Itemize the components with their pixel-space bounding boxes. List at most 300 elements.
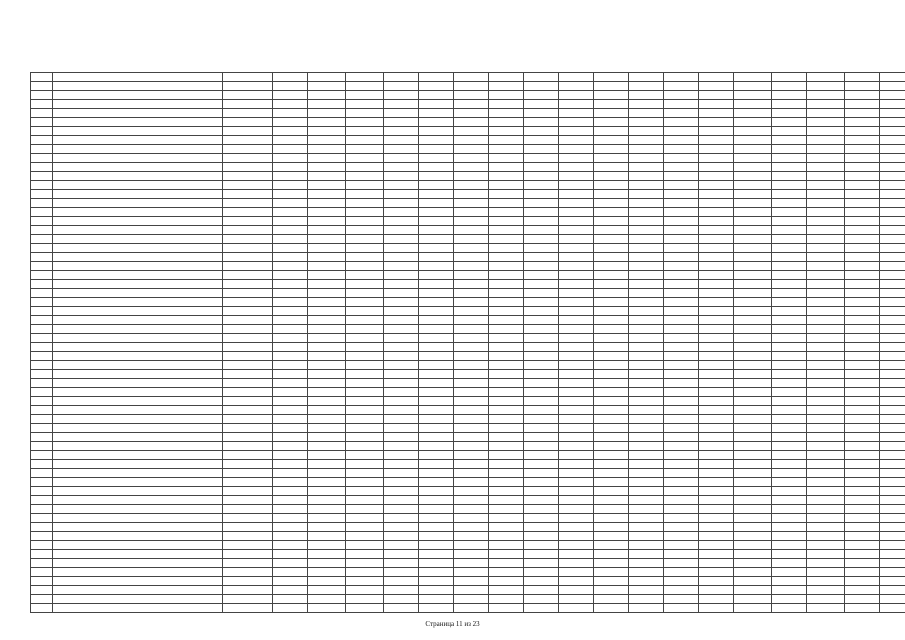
table-cell: [223, 172, 273, 181]
table-cell: [807, 253, 845, 262]
table-cell: [454, 271, 489, 280]
table-cell: [454, 199, 489, 208]
table-cell: [664, 136, 699, 145]
table-cell: [845, 568, 880, 577]
table-cell: [559, 352, 594, 361]
table-cell: [559, 595, 594, 604]
table-cell: [31, 442, 53, 451]
table-cell: [223, 307, 273, 316]
table-cell: [273, 199, 308, 208]
table-cell: [419, 523, 454, 532]
table-cell: [664, 388, 699, 397]
table-cell: [594, 190, 629, 199]
table-cell: [31, 604, 53, 613]
table-cell: [664, 298, 699, 307]
table-cell: [308, 505, 346, 514]
table-cell: [772, 505, 807, 514]
table-cell: [807, 199, 845, 208]
table-cell: [629, 370, 664, 379]
table-cell: [629, 388, 664, 397]
table-cell: [31, 586, 53, 595]
table-cell: [454, 595, 489, 604]
table-cell: [53, 280, 223, 289]
table-cell: [454, 370, 489, 379]
table-cell: [594, 172, 629, 181]
table-cell: [845, 514, 880, 523]
table-cell: [699, 415, 734, 424]
table-cell: [346, 595, 384, 604]
table-cell: [384, 442, 419, 451]
table-cell: [524, 442, 559, 451]
table-cell: [559, 226, 594, 235]
table-cell: [880, 604, 905, 613]
table-cell: [454, 280, 489, 289]
table-cell: [489, 181, 524, 190]
table-cell: [559, 415, 594, 424]
table-cell: [454, 415, 489, 424]
table-cell: [489, 505, 524, 514]
table-cell: [699, 559, 734, 568]
table-cell: [384, 172, 419, 181]
table-cell: [223, 271, 273, 280]
table-cell: [308, 460, 346, 469]
table-cell: [489, 442, 524, 451]
table-cell: [31, 226, 53, 235]
table-cell: [419, 316, 454, 325]
table-cell: [629, 190, 664, 199]
table-cell: [454, 73, 489, 82]
table-cell: [845, 145, 880, 154]
table-cell: [454, 208, 489, 217]
table-cell: [419, 172, 454, 181]
table-cell: [699, 487, 734, 496]
table-cell: [559, 253, 594, 262]
table-cell: [664, 289, 699, 298]
table-cell: [629, 217, 664, 226]
table-cell: [845, 325, 880, 334]
table-cell: [594, 343, 629, 352]
table-cell: [772, 136, 807, 145]
table-cell: [807, 190, 845, 199]
table-row: [31, 343, 905, 352]
table-cell: [594, 208, 629, 217]
table-cell: [699, 442, 734, 451]
table-cell: [807, 388, 845, 397]
table-cell: [664, 307, 699, 316]
table-cell: [880, 514, 905, 523]
table-cell: [699, 136, 734, 145]
table-cell: [384, 505, 419, 514]
table-cell: [419, 442, 454, 451]
table-cell: [223, 532, 273, 541]
table-cell: [273, 460, 308, 469]
table-cell: [807, 469, 845, 478]
table-cell: [273, 568, 308, 577]
table-cell: [419, 568, 454, 577]
table-cell: [31, 73, 53, 82]
table-cell: [664, 91, 699, 100]
table-cell: [384, 118, 419, 127]
table-cell: [31, 127, 53, 136]
table-cell: [454, 226, 489, 235]
table-cell: [880, 307, 905, 316]
table-cell: [308, 118, 346, 127]
table-cell: [845, 289, 880, 298]
table-cell: [31, 244, 53, 253]
table-cell: [594, 487, 629, 496]
table-cell: [772, 541, 807, 550]
table-cell: [53, 91, 223, 100]
table-cell: [53, 568, 223, 577]
table-cell: [807, 100, 845, 109]
table-cell: [384, 433, 419, 442]
table-cell: [880, 298, 905, 307]
table-cell: [454, 343, 489, 352]
table-cell: [559, 496, 594, 505]
table-cell: [594, 298, 629, 307]
table-cell: [454, 577, 489, 586]
table-cell: [629, 343, 664, 352]
table-cell: [489, 145, 524, 154]
table-cell: [346, 244, 384, 253]
table-cell: [273, 82, 308, 91]
table-cell: [346, 496, 384, 505]
table-cell: [629, 199, 664, 208]
table-cell: [454, 379, 489, 388]
table-cell: [524, 91, 559, 100]
table-cell: [559, 586, 594, 595]
table-cell: [559, 514, 594, 523]
table-row: [31, 73, 905, 82]
table-cell: [308, 433, 346, 442]
table-cell: [559, 118, 594, 127]
table-cell: [559, 154, 594, 163]
table-cell: [308, 370, 346, 379]
table-cell: [629, 235, 664, 244]
table-cell: [734, 244, 772, 253]
table-cell: [384, 370, 419, 379]
table-cell: [53, 433, 223, 442]
table-cell: [699, 226, 734, 235]
table-row: [31, 559, 905, 568]
table-cell: [594, 163, 629, 172]
table-cell: [734, 334, 772, 343]
table-cell: [308, 424, 346, 433]
table-cell: [53, 298, 223, 307]
table-cell: [845, 523, 880, 532]
table-cell: [880, 406, 905, 415]
table-cell: [223, 478, 273, 487]
table-cell: [53, 451, 223, 460]
table-cell: [524, 523, 559, 532]
table-cell: [880, 478, 905, 487]
table-cell: [699, 343, 734, 352]
table-cell: [845, 226, 880, 235]
table-cell: [384, 154, 419, 163]
table-cell: [664, 523, 699, 532]
table-row: [31, 271, 905, 280]
table-cell: [384, 190, 419, 199]
table-cell: [489, 550, 524, 559]
table-cell: [454, 100, 489, 109]
table-cell: [664, 352, 699, 361]
table-cell: [772, 604, 807, 613]
table-cell: [346, 397, 384, 406]
table-cell: [594, 442, 629, 451]
table-cell: [594, 226, 629, 235]
report-table-body: [31, 73, 905, 613]
table-cell: [31, 370, 53, 379]
table-cell: [346, 505, 384, 514]
table-cell: [772, 451, 807, 460]
table-cell: [664, 334, 699, 343]
table-cell: [419, 271, 454, 280]
table-cell: [454, 190, 489, 199]
table-cell: [53, 289, 223, 298]
table-cell: [594, 244, 629, 253]
table-row: [31, 100, 905, 109]
table-cell: [845, 343, 880, 352]
table-cell: [524, 289, 559, 298]
table-cell: [31, 217, 53, 226]
table-cell: [845, 316, 880, 325]
table-cell: [772, 172, 807, 181]
table-cell: [31, 289, 53, 298]
table-cell: [273, 271, 308, 280]
table-cell: [629, 145, 664, 154]
table-cell: [489, 217, 524, 226]
table-cell: [524, 541, 559, 550]
table-cell: [384, 541, 419, 550]
table-cell: [699, 145, 734, 154]
table-cell: [419, 226, 454, 235]
table-row: [31, 208, 905, 217]
table-cell: [384, 469, 419, 478]
table-cell: [629, 460, 664, 469]
table-cell: [699, 541, 734, 550]
table-cell: [594, 379, 629, 388]
table-cell: [807, 262, 845, 271]
table-cell: [559, 145, 594, 154]
table-cell: [273, 523, 308, 532]
table-cell: [489, 568, 524, 577]
table-cell: [419, 307, 454, 316]
table-cell: [524, 586, 559, 595]
table-cell: [53, 343, 223, 352]
table-cell: [524, 487, 559, 496]
table-cell: [807, 325, 845, 334]
table-cell: [273, 577, 308, 586]
table-cell: [699, 595, 734, 604]
table-cell: [223, 325, 273, 334]
table-cell: [489, 163, 524, 172]
table-cell: [559, 244, 594, 253]
table-cell: [346, 280, 384, 289]
table-cell: [31, 397, 53, 406]
table-row: [31, 433, 905, 442]
table-row: [31, 127, 905, 136]
table-row: [31, 181, 905, 190]
table-cell: [734, 379, 772, 388]
table-cell: [772, 397, 807, 406]
table-cell: [594, 586, 629, 595]
table-cell: [734, 577, 772, 586]
table-cell: [489, 325, 524, 334]
table-cell: [524, 532, 559, 541]
table-cell: [559, 523, 594, 532]
table-cell: [734, 190, 772, 199]
table-cell: [384, 307, 419, 316]
table-cell: [454, 505, 489, 514]
table-cell: [699, 406, 734, 415]
table-cell: [524, 235, 559, 244]
table-cell: [734, 118, 772, 127]
table-cell: [223, 199, 273, 208]
table-cell: [489, 199, 524, 208]
table-cell: [880, 532, 905, 541]
table-cell: [594, 541, 629, 550]
table-cell: [53, 595, 223, 604]
table-cell: [31, 460, 53, 469]
table-cell: [308, 595, 346, 604]
table-cell: [664, 262, 699, 271]
table-cell: [454, 388, 489, 397]
table-cell: [594, 127, 629, 136]
table-cell: [53, 262, 223, 271]
table-cell: [734, 388, 772, 397]
table-cell: [454, 136, 489, 145]
table-cell: [346, 199, 384, 208]
table-cell: [699, 199, 734, 208]
table-cell: [664, 532, 699, 541]
table-row: [31, 325, 905, 334]
table-cell: [807, 235, 845, 244]
table-cell: [807, 82, 845, 91]
table-cell: [419, 496, 454, 505]
table-row: [31, 550, 905, 559]
table-cell: [664, 379, 699, 388]
table-cell: [308, 361, 346, 370]
table-cell: [223, 343, 273, 352]
table-cell: [594, 82, 629, 91]
table-cell: [223, 388, 273, 397]
table-cell: [734, 253, 772, 262]
table-cell: [772, 289, 807, 298]
table-cell: [807, 496, 845, 505]
table-cell: [489, 118, 524, 127]
table-cell: [53, 100, 223, 109]
table-cell: [273, 154, 308, 163]
table-cell: [880, 505, 905, 514]
table-cell: [53, 370, 223, 379]
table-cell: [772, 514, 807, 523]
table-cell: [880, 244, 905, 253]
table-cell: [524, 577, 559, 586]
table-cell: [454, 334, 489, 343]
table-cell: [734, 469, 772, 478]
table-cell: [880, 217, 905, 226]
table-cell: [346, 82, 384, 91]
table-row: [31, 568, 905, 577]
table-cell: [308, 487, 346, 496]
table-cell: [419, 604, 454, 613]
table-cell: [53, 361, 223, 370]
table-cell: [594, 415, 629, 424]
table-cell: [273, 550, 308, 559]
table-cell: [845, 73, 880, 82]
table-cell: [454, 154, 489, 163]
table-cell: [489, 478, 524, 487]
table-cell: [807, 136, 845, 145]
table-row: [31, 136, 905, 145]
table-cell: [419, 136, 454, 145]
table-cell: [664, 541, 699, 550]
table-cell: [880, 325, 905, 334]
table-cell: [223, 298, 273, 307]
table-cell: [384, 235, 419, 244]
table-cell: [53, 73, 223, 82]
table-cell: [454, 118, 489, 127]
table-cell: [384, 397, 419, 406]
table-cell: [273, 424, 308, 433]
table-cell: [845, 487, 880, 496]
table-cell: [53, 82, 223, 91]
table-cell: [31, 262, 53, 271]
table-row: [31, 487, 905, 496]
table-cell: [273, 478, 308, 487]
table-cell: [273, 100, 308, 109]
table-cell: [31, 334, 53, 343]
table-cell: [31, 235, 53, 244]
table-cell: [53, 505, 223, 514]
table-cell: [772, 487, 807, 496]
table-cell: [31, 343, 53, 352]
table-cell: [772, 100, 807, 109]
table-cell: [346, 253, 384, 262]
table-cell: [845, 244, 880, 253]
table-cell: [594, 307, 629, 316]
table-cell: [880, 172, 905, 181]
table-cell: [223, 595, 273, 604]
table-cell: [31, 91, 53, 100]
table-cell: [53, 118, 223, 127]
table-cell: [346, 298, 384, 307]
table-cell: [308, 280, 346, 289]
table-row: [31, 460, 905, 469]
table-cell: [31, 406, 53, 415]
table-cell: [772, 262, 807, 271]
table-cell: [454, 352, 489, 361]
table-cell: [772, 343, 807, 352]
table-cell: [845, 208, 880, 217]
table-cell: [31, 298, 53, 307]
table-cell: [629, 532, 664, 541]
table-cell: [524, 478, 559, 487]
table-cell: [53, 460, 223, 469]
table-cell: [699, 352, 734, 361]
table-cell: [664, 568, 699, 577]
table-cell: [308, 559, 346, 568]
table-cell: [53, 523, 223, 532]
table-cell: [699, 289, 734, 298]
table-cell: [629, 559, 664, 568]
table-cell: [346, 523, 384, 532]
table-cell: [699, 82, 734, 91]
table-cell: [273, 469, 308, 478]
table-cell: [384, 388, 419, 397]
table-cell: [664, 460, 699, 469]
table-cell: [454, 325, 489, 334]
